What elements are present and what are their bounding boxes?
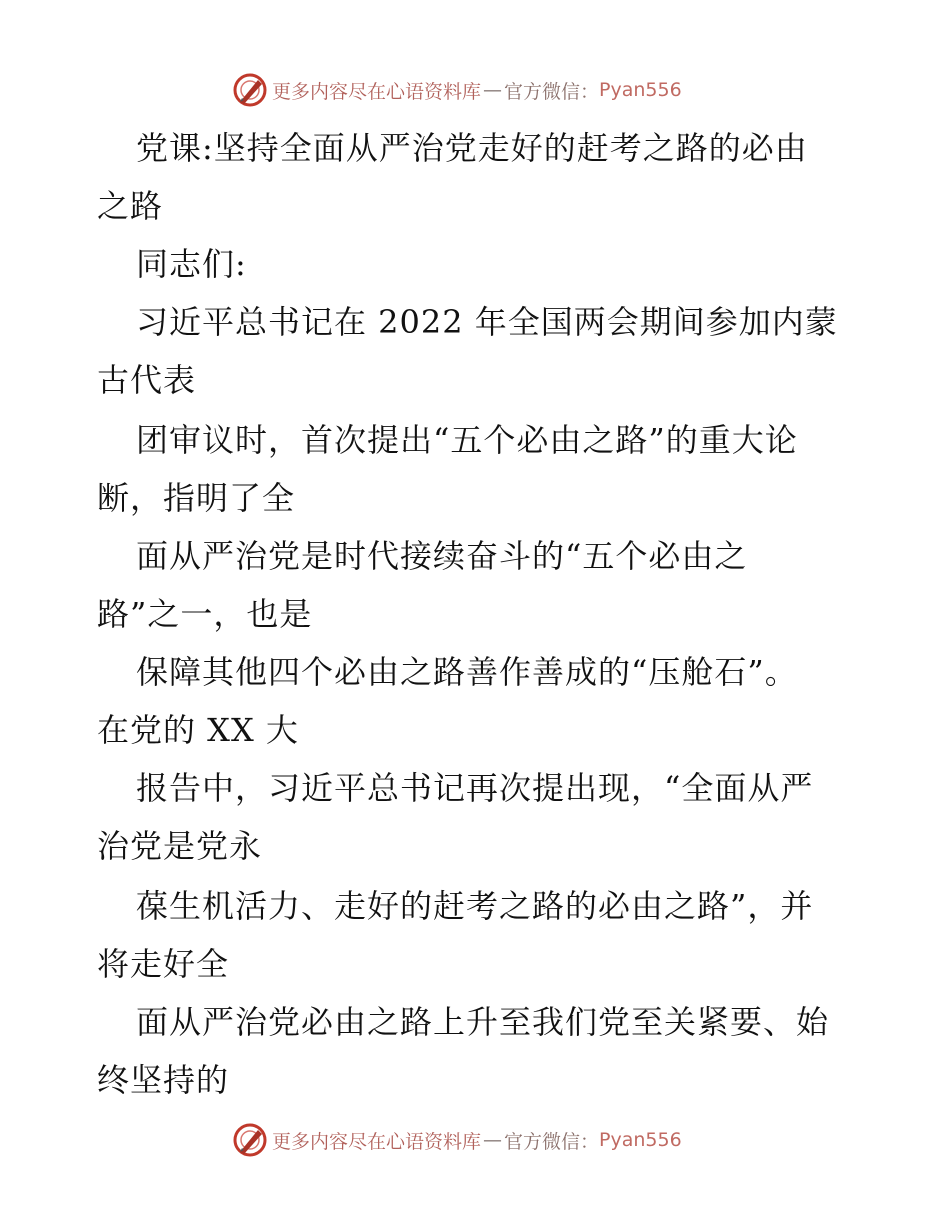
header-banner-separator: —: [483, 79, 503, 101]
paragraph-line: 面从严治党必由之路上升至我们党至关紧要、始: [136, 1003, 830, 1041]
pen-logo-icon: [232, 72, 268, 108]
paragraph-line: 习近平总书记在 2022 年全国两会期间参加内蒙: [136, 303, 838, 341]
paragraph-line: 路”之一，也是: [97, 595, 313, 633]
paragraph-line: 团审议时，首次提出“五个必由之路”的重大论: [136, 421, 798, 459]
footer-banner: [232, 1120, 682, 1160]
salutation: 同志们:: [136, 245, 247, 283]
footer-wechat-label: 官方微信：: [504, 1130, 600, 1153]
paragraph-line: 葆生机活力、走好的赶考之路的必由之路”，并: [136, 887, 814, 925]
paragraph-line: 断，指明了全: [97, 479, 296, 517]
header-banner-text: 更多内容尽在心语资料库: [272, 80, 482, 103]
paragraph-line: 报告中，习近平总书记再次提出现，“全面从严: [136, 769, 814, 807]
pen-logo-icon: [232, 1122, 268, 1158]
paragraph-line: 保障其他四个必由之路善作善成的“压舱石”。: [136, 653, 798, 691]
paragraph-line: 在党的 XX 大: [97, 711, 299, 749]
footer-wechat-handle: Pyan556: [599, 1129, 682, 1151]
header-wechat-handle: Pyan556: [599, 79, 682, 101]
document-title: 党课:坚持全面从严治党走好的赶考之路的必由: [136, 129, 808, 167]
header-wechat-label: 官方微信：: [504, 80, 600, 103]
title-continuation: 之路: [97, 187, 164, 225]
footer-banner-separator: —: [483, 1129, 503, 1151]
paragraph-line: 终坚持的: [97, 1061, 230, 1099]
header-banner: [232, 70, 682, 110]
paragraph-line: 面从严治党是时代接续奋斗的“五个必由之: [136, 537, 748, 575]
paragraph-line: 将走好全: [97, 945, 230, 983]
paragraph-line: 古代表: [97, 361, 197, 399]
paragraph-line: 治党是党永: [97, 827, 263, 865]
footer-banner-text: 更多内容尽在心语资料库: [272, 1130, 482, 1153]
